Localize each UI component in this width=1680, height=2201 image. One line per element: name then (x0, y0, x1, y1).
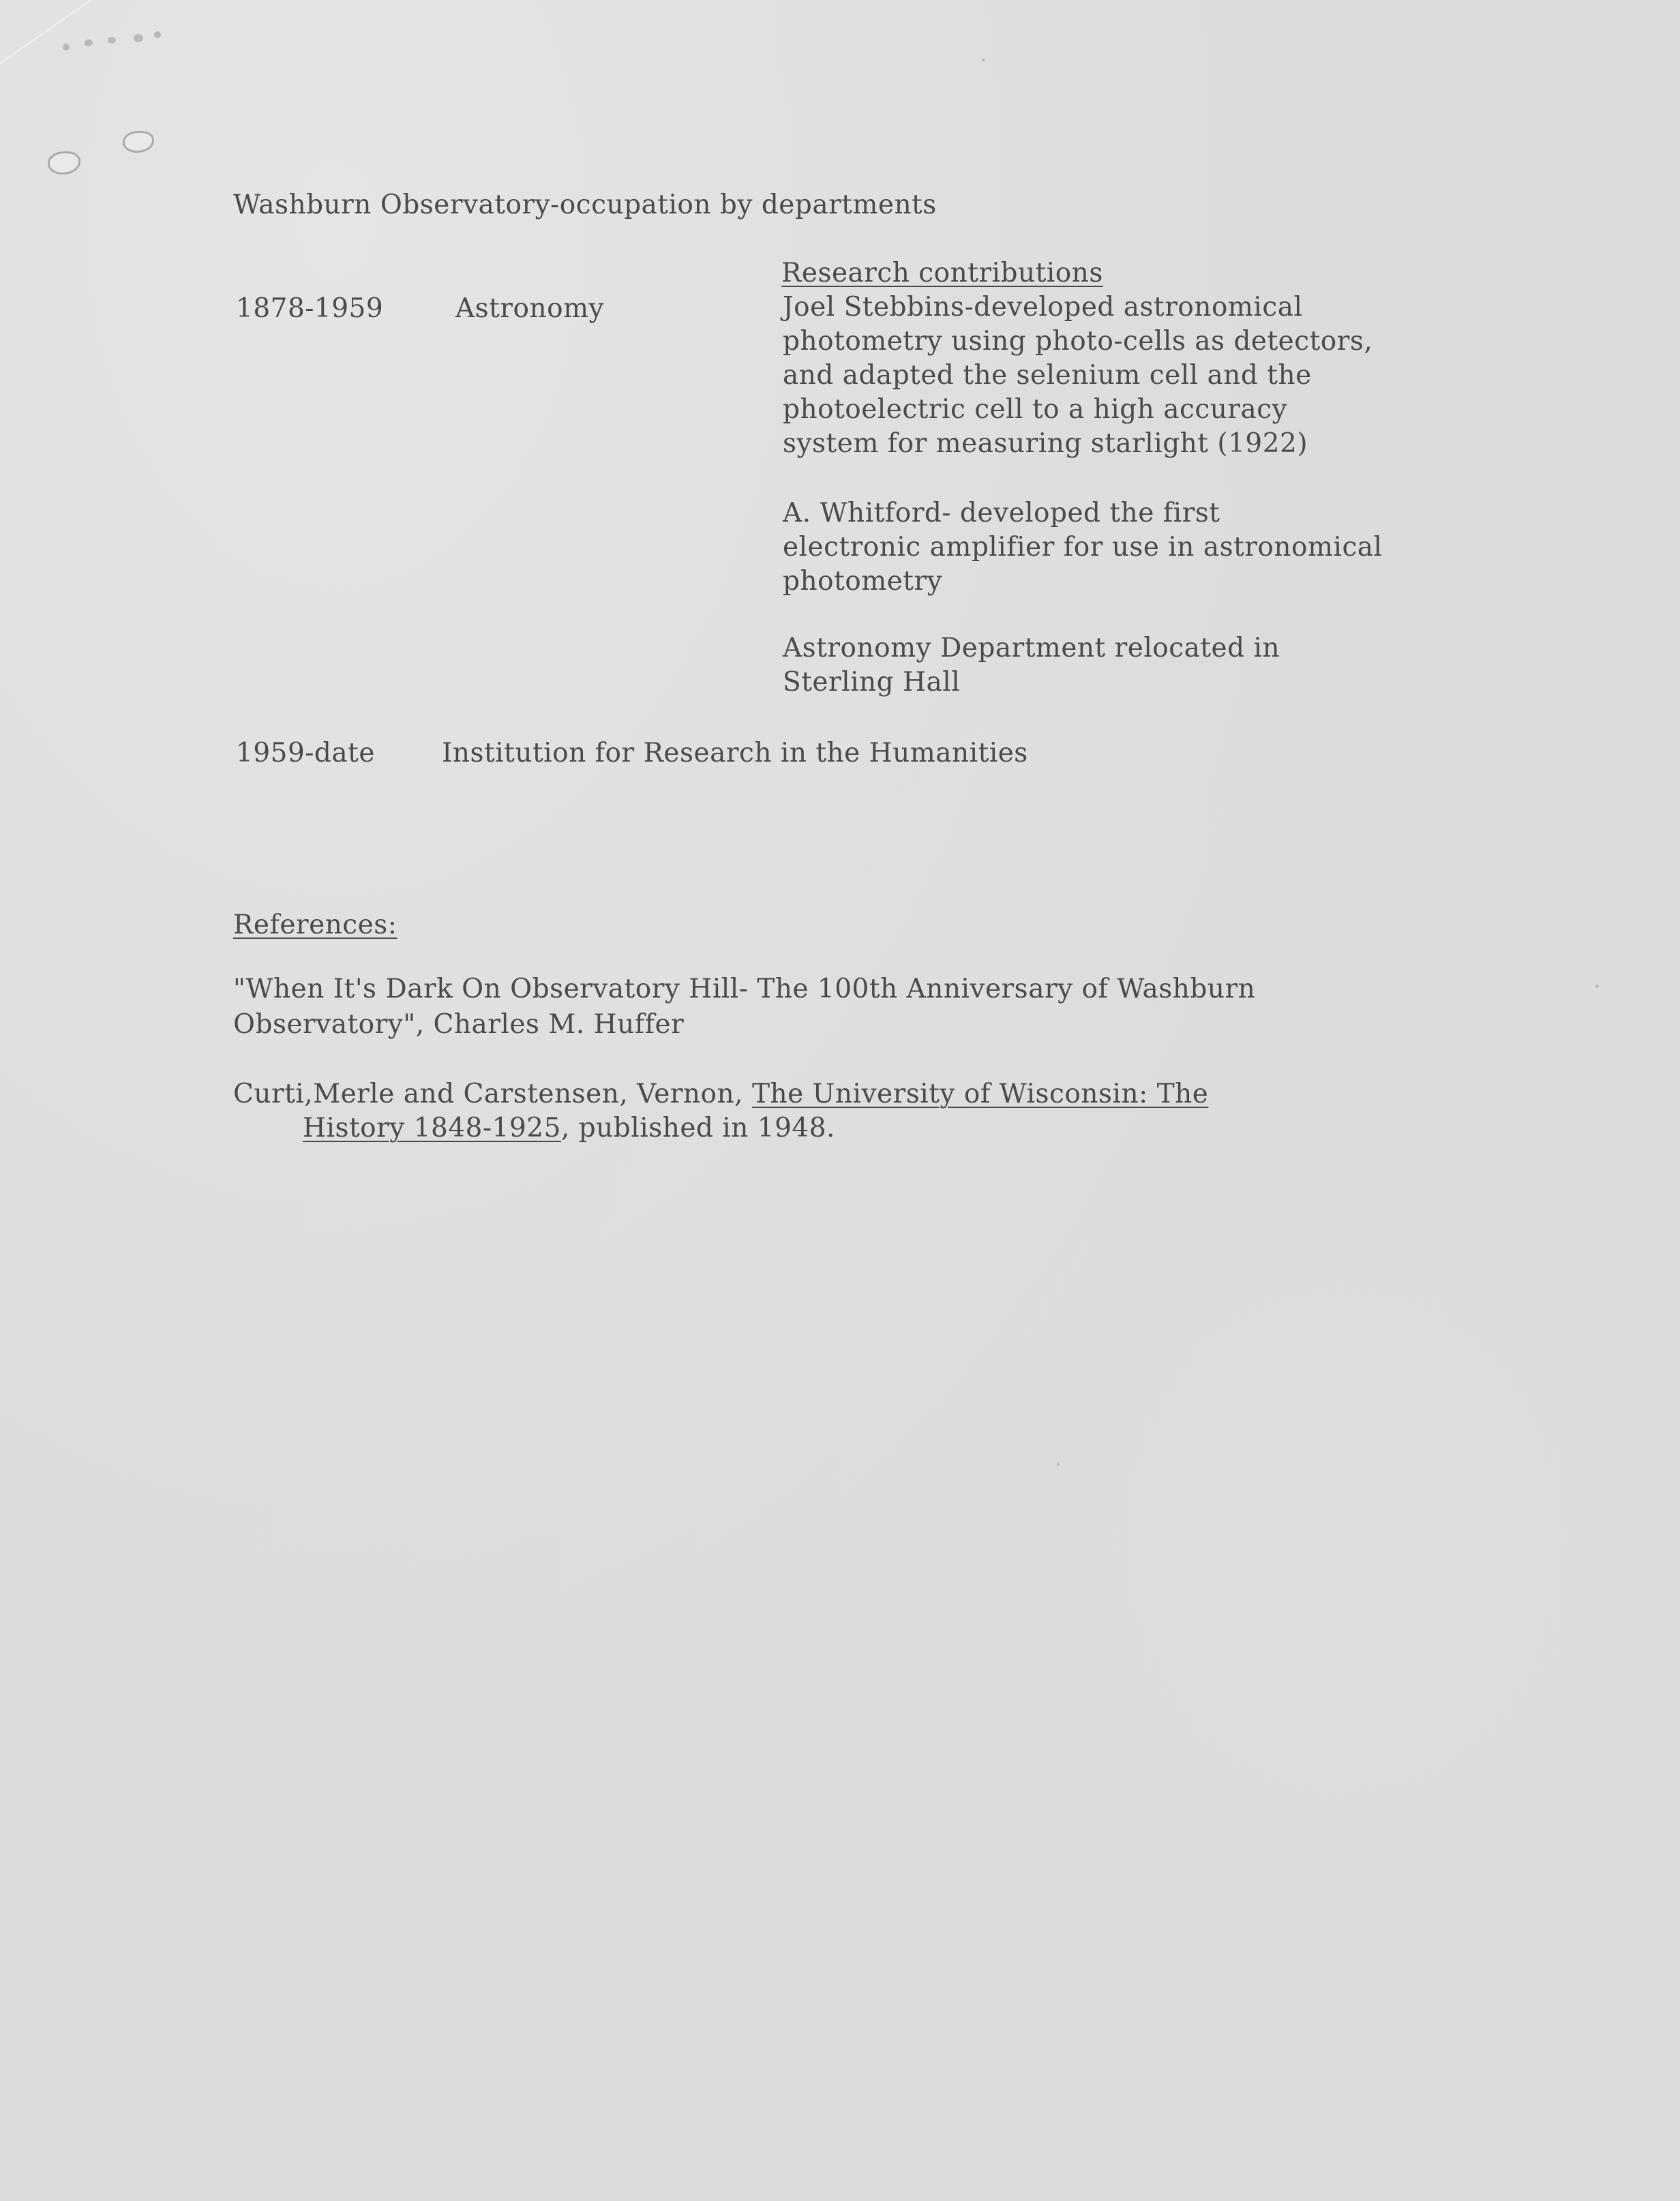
references-heading: References: (233, 910, 397, 940)
column-heading: Research contributions (781, 258, 1103, 288)
contribution-line: photometry (783, 566, 943, 597)
paper-fold-crease (0, 0, 264, 83)
paper-speck (1595, 985, 1599, 988)
contribution-line: Astronomy Department relocated in (783, 633, 1280, 663)
paper-speck (134, 34, 143, 42)
contribution-line: Sterling Hall (783, 667, 961, 698)
entry-period: 1878-1959 (236, 293, 384, 324)
paper-speck (63, 44, 70, 50)
reference-authors: Curti,Merle and Carstensen, Vernon, (233, 1079, 752, 1109)
contribution-line: and adapted the selenium cell and the (783, 360, 1312, 391)
contribution-line: A. Whitford- developed the first (783, 498, 1220, 528)
entry-period: 1959-date (236, 738, 375, 768)
reference-line: "When It's Dark On Observatory Hill- The 100th Anniversary of Washburn (233, 974, 1256, 1004)
document-title: Washburn Observatory-occupation by departments (233, 190, 937, 220)
contribution-line: electronic amplifier for use in astronomical (783, 532, 1383, 563)
contribution-line: photometry using photo-cells as detectors, (783, 326, 1373, 357)
reference-line (303, 1111, 835, 1146)
reference-book-title: History 1848-1925 (303, 1113, 561, 1143)
paper-speck (108, 37, 116, 44)
paper-speck (85, 40, 93, 46)
paper-speck (982, 59, 985, 61)
entry-department: Astronomy (455, 293, 605, 324)
reference-suffix: , published in 1948. (560, 1113, 835, 1143)
contribution-line: Joel Stebbins-developed astronomical (783, 292, 1303, 323)
contribution-line: photoelectric cell to a high accuracy (783, 394, 1288, 425)
reference-line: Observatory", Charles M. Huffer (233, 1009, 685, 1040)
entry-department: Institution for Research in the Humanities (442, 738, 1028, 768)
contribution-line: system for measuring starlight (1922) (783, 428, 1308, 459)
paper-speck (1057, 1463, 1060, 1466)
staple-hole-mark (48, 151, 80, 175)
staple-hole-mark (123, 131, 154, 153)
reference-book-title: The University of Wisconsin: The (751, 1079, 1209, 1109)
paper-speck (154, 31, 161, 38)
reference-line (233, 1077, 1208, 1111)
